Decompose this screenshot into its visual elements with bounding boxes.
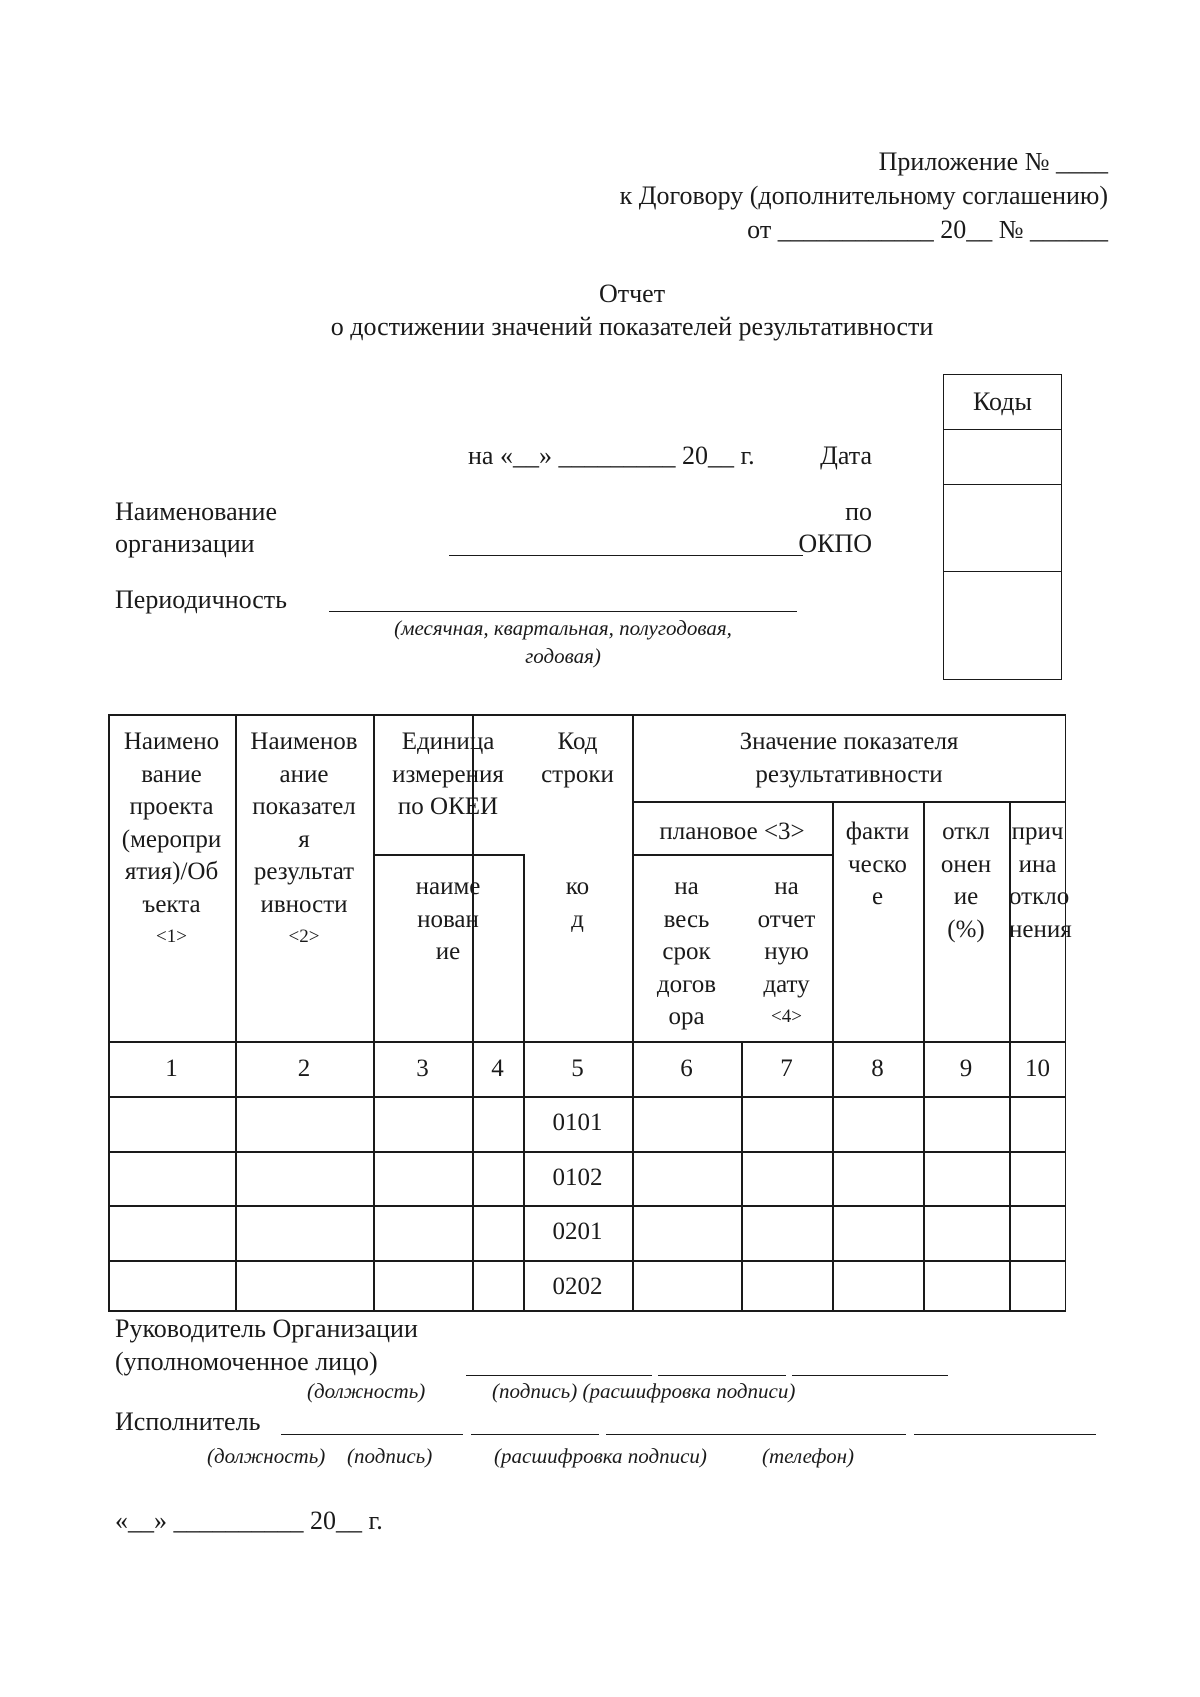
column-number: 10 bbox=[1025, 1055, 1050, 1082]
col-deviation-header-line: онен bbox=[940, 850, 992, 878]
col-deviation-header-line: (%) bbox=[947, 915, 985, 943]
column-number: 1 bbox=[165, 1055, 178, 1082]
table-row-line bbox=[108, 1260, 1066, 1262]
head-signature-field[interactable] bbox=[658, 1375, 786, 1376]
okpo-code-cell[interactable] bbox=[944, 484, 1061, 572]
head-caption-position: (должность) bbox=[307, 1379, 426, 1403]
col-planned-total-header-line: на bbox=[674, 873, 699, 900]
head-position-field[interactable] bbox=[466, 1375, 652, 1376]
date-code-label: Дата bbox=[820, 441, 872, 470]
col-project-header-line: ъекта bbox=[142, 890, 201, 918]
report-date-line[interactable]: на «__» _________ 20__ г. bbox=[468, 441, 755, 470]
table-row-line bbox=[632, 801, 1066, 803]
head-caption-sign: (подпись) (расшифровка подписи) bbox=[492, 1379, 796, 1403]
col-actual-header-line: ческо bbox=[848, 850, 907, 878]
table-row-line bbox=[373, 854, 523, 856]
column-number: 3 bbox=[416, 1055, 429, 1082]
head-label-2: (уполномоченное лицо) bbox=[115, 1347, 378, 1376]
column-number: 5 bbox=[571, 1055, 584, 1082]
col-unit-code-header-line: д bbox=[571, 905, 584, 933]
col-actual-header-line: факти bbox=[845, 818, 910, 845]
table-row-line bbox=[632, 854, 832, 856]
periodicity-label: Периодичность bbox=[115, 585, 288, 614]
col-actual-header-line: е bbox=[871, 883, 884, 910]
column-number: 9 bbox=[959, 1055, 973, 1082]
col-indicator-header-line: Наименов bbox=[250, 728, 358, 755]
col-project-header-line: (меропри bbox=[121, 825, 222, 853]
col-project-header-line: вание bbox=[141, 760, 202, 788]
col-value-header-line: Значение показателя bbox=[739, 728, 959, 755]
executor-signature-field[interactable] bbox=[471, 1434, 599, 1435]
table-border-right bbox=[1065, 714, 1067, 1311]
col-deviation-header-line: откл bbox=[942, 818, 990, 845]
col-reason-header-line: откло bbox=[1009, 883, 1070, 910]
organization-label-2: организации bbox=[115, 529, 255, 558]
col-planned-header: плановое <3> bbox=[659, 818, 805, 845]
col-planned-report-header-line: ную bbox=[764, 938, 809, 965]
col-planned-report-header-line: отчет bbox=[757, 905, 816, 933]
col-reason-header-line: нения bbox=[1009, 915, 1072, 943]
table-border-top bbox=[108, 714, 1066, 716]
head-decode-field[interactable] bbox=[792, 1375, 948, 1376]
row-code: 0201 bbox=[552, 1218, 603, 1245]
head-label: Руководитель Организации bbox=[115, 1314, 418, 1343]
col-row-code-header-line: Код bbox=[557, 728, 598, 755]
row-code: 0202 bbox=[552, 1272, 603, 1300]
signature-date[interactable]: «__» __________ 20__ г. bbox=[115, 1506, 383, 1535]
col-indicator-header-line: ание bbox=[279, 760, 329, 788]
column-number: 4 bbox=[491, 1055, 504, 1082]
col-reason-header-line: прич bbox=[1011, 818, 1064, 845]
col-planned-total-header-line: ора bbox=[668, 1003, 705, 1030]
column-number: 8 bbox=[871, 1055, 884, 1082]
col-unit-header-line: измерения bbox=[392, 760, 504, 788]
periodicity-hint: (месячная, квартальная, полугодовая, bbox=[394, 616, 732, 640]
col-planned-total-header-line: догов bbox=[656, 970, 717, 998]
report-title: Отчет bbox=[598, 279, 666, 308]
contract-date-number: от ____________ 20__ № ______ bbox=[747, 215, 1108, 244]
col-planned-report-header-line: дату bbox=[763, 970, 810, 998]
executor-position-field[interactable] bbox=[281, 1434, 463, 1435]
date-code-cell[interactable] bbox=[944, 429, 1061, 485]
table-row-line bbox=[108, 1151, 1066, 1153]
col-reason-header-line: ина bbox=[1018, 850, 1057, 878]
row-code: 0101 bbox=[552, 1109, 603, 1136]
col-unit-name-header-line: нован bbox=[417, 905, 479, 933]
contract-reference: к Договору (дополнительному соглашению) bbox=[619, 181, 1108, 210]
col-indicator-header-line: я bbox=[298, 825, 310, 853]
col-unit-code-header-line: ко bbox=[565, 873, 590, 900]
executor-phone-field[interactable] bbox=[914, 1434, 1096, 1435]
codes-header: Коды bbox=[944, 375, 1061, 430]
column-number: 6 bbox=[680, 1055, 693, 1082]
col-planned-report-note: <4> bbox=[771, 1006, 802, 1027]
executor-label: Исполнитель bbox=[115, 1407, 261, 1436]
appendix-number: Приложение № ____ bbox=[878, 147, 1108, 176]
report-subtitle: о достижении значений показателей результативности bbox=[330, 312, 934, 341]
codes-box bbox=[943, 374, 1062, 680]
periodicity-field[interactable] bbox=[329, 611, 797, 612]
col-project-header-line: ятия)/Об bbox=[124, 858, 219, 885]
col-indicator-header-line: показател bbox=[252, 793, 356, 820]
col-unit-name-header-line: наиме bbox=[415, 873, 481, 900]
table-row-line bbox=[108, 1041, 1066, 1043]
col-indicator-header-line: ивности bbox=[260, 890, 348, 918]
col-unit-name-header-line: ие bbox=[435, 938, 461, 965]
organization-name-field[interactable] bbox=[449, 555, 803, 556]
col-row-code-header-line: строки bbox=[541, 760, 614, 788]
table-row-line bbox=[108, 1205, 1066, 1207]
col-project-header-line: Наимено bbox=[123, 728, 220, 755]
executor-caption-sign: (подпись) bbox=[347, 1444, 433, 1468]
table-row-line bbox=[108, 1096, 1066, 1098]
col-indicator-header-line: результат bbox=[253, 858, 355, 885]
okpo-label-bottom: ОКПО bbox=[798, 529, 872, 558]
executor-caption-decode: (расшифровка подписи) bbox=[494, 1444, 707, 1468]
column-number: 7 bbox=[780, 1055, 793, 1082]
row-code: 0102 bbox=[552, 1163, 603, 1191]
column-number: 2 bbox=[297, 1055, 311, 1082]
executor-caption-phone: (телефон) bbox=[762, 1444, 854, 1468]
col-planned-report-header-line: на bbox=[774, 873, 799, 900]
col-deviation-header-line: ие bbox=[953, 883, 979, 910]
organization-label: Наименование bbox=[115, 497, 277, 526]
col-planned-total-header-line: срок bbox=[662, 938, 711, 965]
okpo-label-top: по bbox=[845, 497, 872, 526]
col-project-note: <1> bbox=[156, 926, 187, 947]
col-unit-header-line: Единица bbox=[401, 728, 495, 755]
executor-decode-field[interactable] bbox=[606, 1434, 906, 1435]
col-value-header-line: результативности bbox=[755, 760, 943, 788]
col-planned-total-header-line: весь bbox=[663, 905, 710, 933]
executor-caption-position: (должность) bbox=[207, 1444, 326, 1468]
col-project-header-line: проекта bbox=[129, 793, 214, 820]
results-table bbox=[108, 714, 1072, 1311]
periodicity-hint-2: годовая) bbox=[525, 644, 601, 668]
periodicity-code-cell[interactable] bbox=[944, 571, 1061, 679]
col-indicator-note: <2> bbox=[288, 926, 320, 947]
col-unit-header-line: по ОКЕИ bbox=[397, 793, 499, 820]
